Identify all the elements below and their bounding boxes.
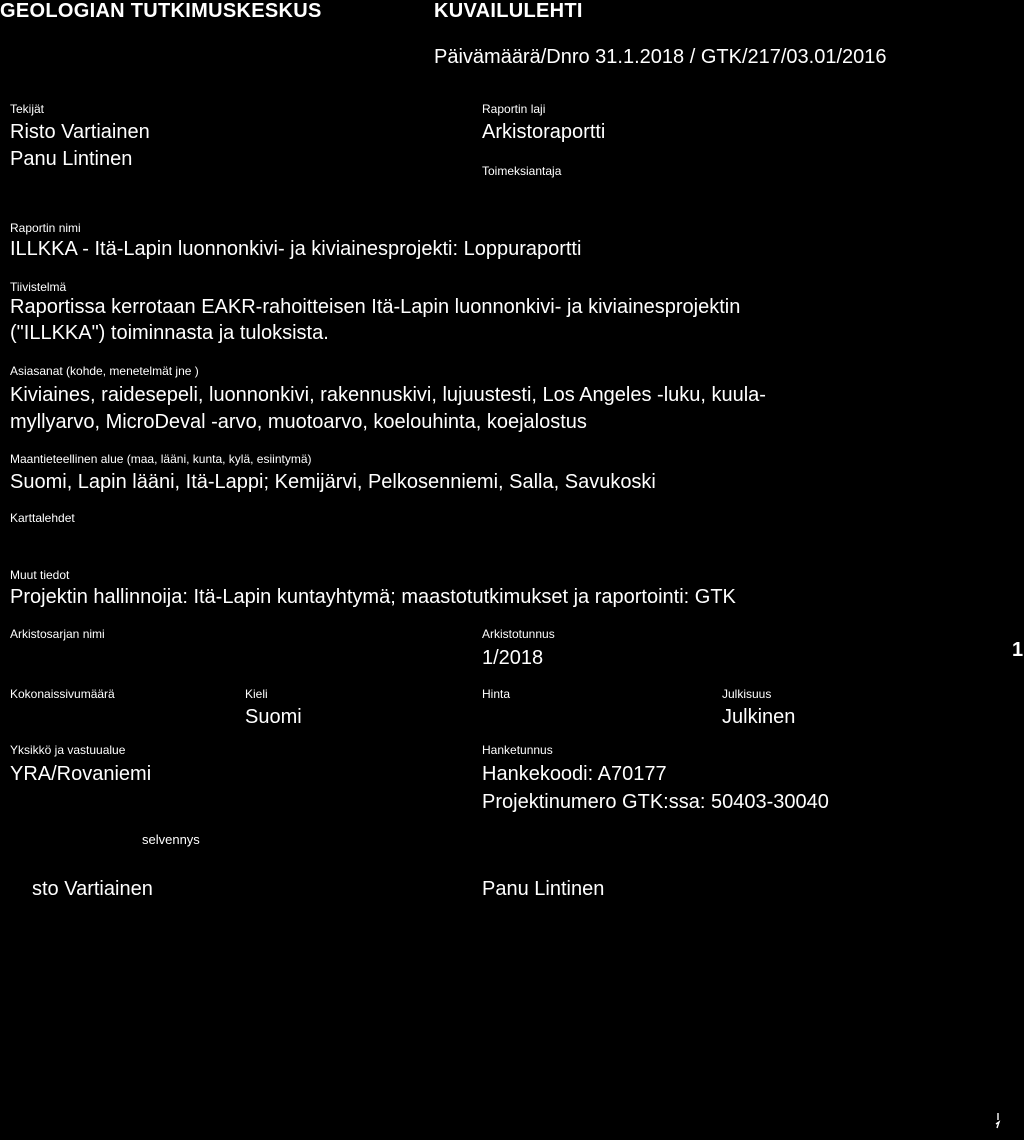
edge-mark: 1 bbox=[1012, 639, 1024, 661]
publicity-value: Julkinen bbox=[722, 706, 796, 728]
other-info-label: Muut tiedot bbox=[10, 568, 70, 582]
clarification-label: selvennys bbox=[142, 832, 200, 847]
keywords-line: myllyarvo, MicroDeval -arvo, muotoarvo, koelouhinta, koejalostus bbox=[10, 411, 587, 433]
scan-mark bbox=[995, 1112, 1001, 1130]
keywords-label: Asiasanat (kohde, menetelmät jne ) bbox=[10, 364, 199, 378]
area-value: Suomi, Lapin lääni, Itä-Lappi; Kemijärvi, Pelkosenniemi, Salla, Savukoski bbox=[10, 471, 656, 493]
organization-name: GEOLOGIAN TUTKIMUSKESKUS bbox=[0, 0, 322, 22]
language-label: Kieli bbox=[245, 687, 268, 701]
author-name: Panu Lintinen bbox=[10, 148, 133, 170]
project-code-line: Projektinumero GTK:ssa: 50403-30040 bbox=[482, 791, 829, 813]
unit-label: Yksikkö ja vastuualue bbox=[10, 743, 126, 757]
signature-name-left: sto Vartiainen bbox=[32, 878, 153, 900]
archive-id-label: Arkistotunnus bbox=[482, 627, 555, 641]
project-code-line: Hankekoodi: A70177 bbox=[482, 763, 667, 785]
publicity-label: Julkisuus bbox=[722, 687, 772, 701]
report-name-label: Raportin nimi bbox=[10, 221, 81, 235]
archive-id-value: 1/2018 bbox=[482, 647, 544, 669]
price-label: Hinta bbox=[482, 687, 511, 701]
page-count-label: Kokonaissivumäärä bbox=[10, 687, 115, 701]
archive-series-label: Arkistosarjan nimi bbox=[10, 627, 105, 641]
abstract-line: Raportissa kerrotaan EAKR-rahoitteisen Itä-Lapin luonnonkivi- ja kiviainesprojektin bbox=[10, 296, 741, 318]
authors-label: Tekijät bbox=[10, 102, 45, 116]
scan-mark-icon bbox=[995, 1112, 1001, 1130]
abstract-line: ("ILLKKA") toiminnasta ja tuloksista. bbox=[10, 322, 329, 344]
date-reference: Päivämäärä/Dnro 31.1.2018 / GTK/217/03.01/2016 bbox=[434, 46, 887, 68]
report-type-label: Raportin laji bbox=[482, 102, 546, 116]
abstract-label: Tiivistelmä bbox=[10, 280, 67, 294]
signature-name-right: Panu Lintinen bbox=[482, 878, 605, 900]
project-code-label: Hanketunnus bbox=[482, 743, 553, 757]
other-info-value: Projektin hallinnoija: Itä-Lapin kuntayhtymä; maastotutkimukset ja raportointi: GTK bbox=[10, 586, 736, 608]
area-label: Maantieteellinen alue (maa, lääni, kunta, kylä, esiintymä) bbox=[10, 452, 312, 466]
commissioner-label: Toimeksiantaja bbox=[482, 164, 562, 178]
document-type: KUVAILULEHTI bbox=[434, 0, 583, 22]
report-type-value: Arkistoraportti bbox=[482, 121, 606, 143]
report-name-value: ILLKKA - Itä-Lapin luonnonkivi- ja kiviainesprojekti: Loppuraportti bbox=[10, 238, 582, 260]
keywords-line: Kiviaines, raidesepeli, luonnonkivi, rakennuskivi, lujuustesti, Los Angeles -luku, kuula- bbox=[10, 384, 766, 406]
map-sheets-label: Karttalehdet bbox=[10, 511, 75, 525]
unit-value: YRA/Rovaniemi bbox=[10, 763, 152, 785]
author-name: Risto Vartiainen bbox=[10, 121, 150, 143]
language-value: Suomi bbox=[245, 706, 302, 728]
